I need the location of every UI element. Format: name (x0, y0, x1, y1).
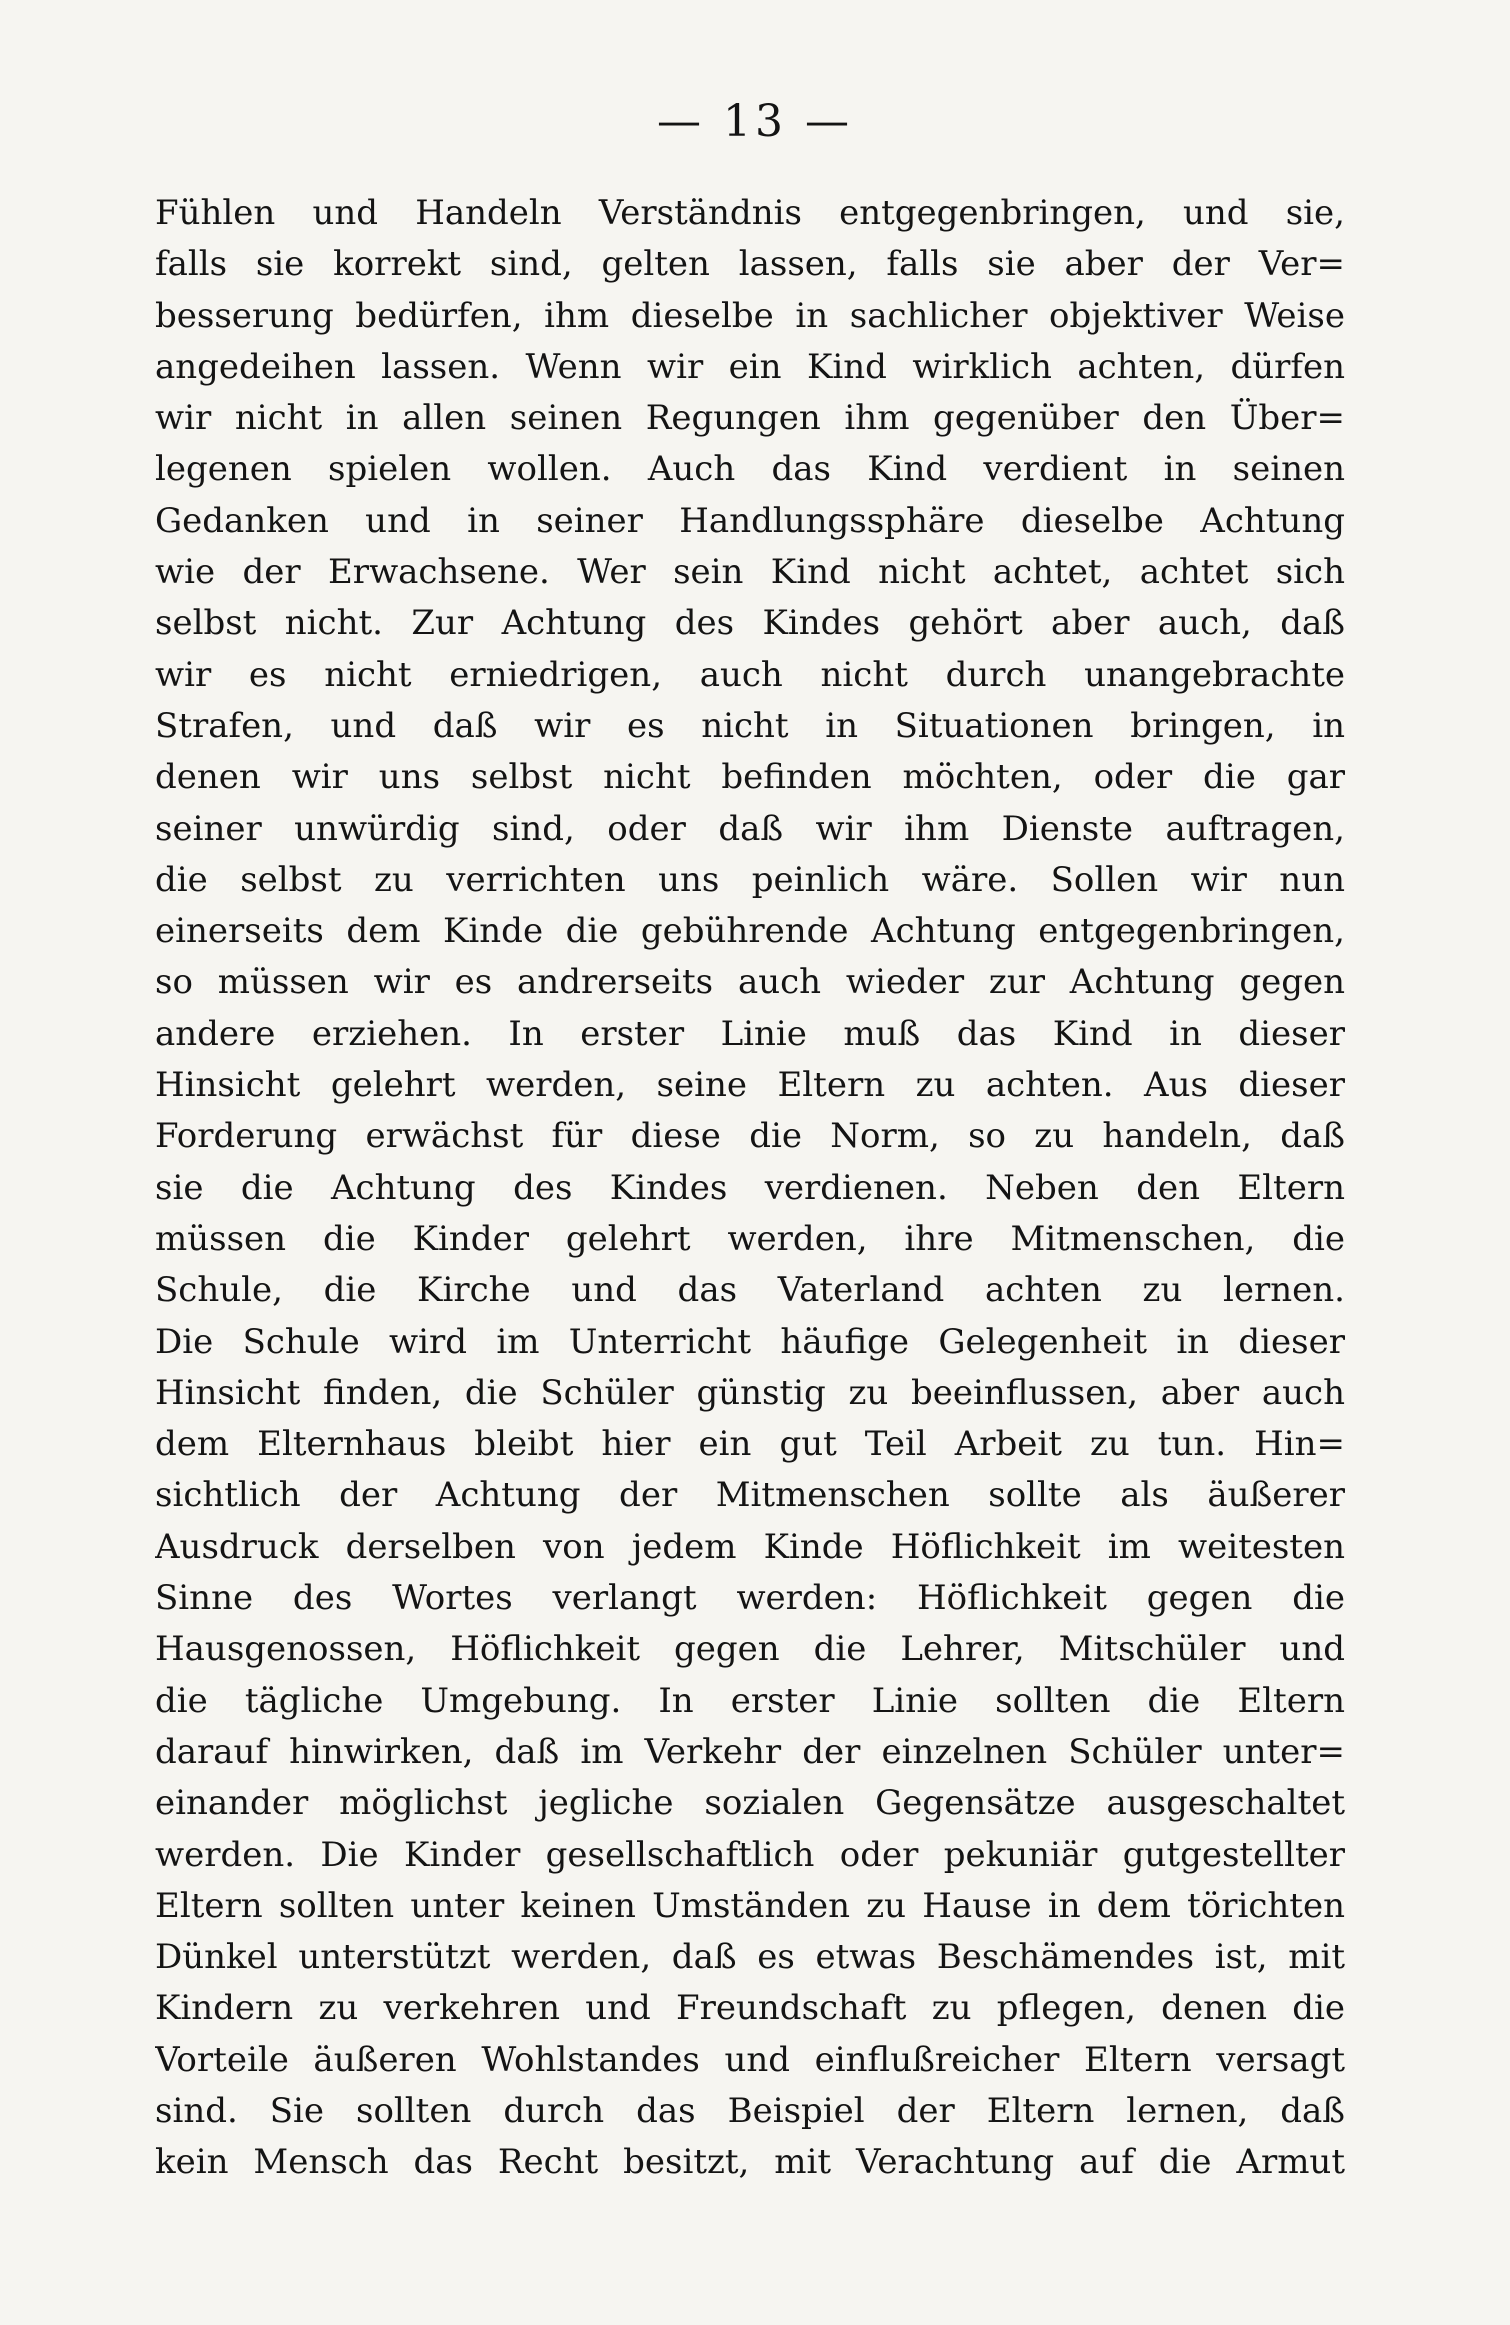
text-line: Sinne des Wortes verlangt werden: Höflichkeit gegen die (155, 1578, 1345, 1619)
text-line: Kindern zu verkehren und Freundschaft zu pflegen, denen die (155, 1988, 1345, 2029)
text-line: Dünkel unterstützt werden, daß es etwas Beschämendes ist, mit (155, 1937, 1345, 1978)
text-line: seiner unwürdig sind, oder daß wir ihm Dienste auftragen, (155, 808, 1345, 849)
text-line: einander möglichst jegliche sozialen Gegensätze ausgeschaltet (155, 1783, 1345, 1824)
text-line: denen wir uns selbst nicht befinden möchten, oder die gar (155, 757, 1345, 798)
text-line: dem Elternhaus bleibt hier ein gut Teil Arbeit zu tun. Hin= (155, 1424, 1345, 1465)
body-text (155, 188, 1345, 2189)
text-line: selbst nicht. Zur Achtung des Kindes gehört aber auch, daß (155, 603, 1345, 644)
text-line: kein Mensch das Recht besitzt, mit Verachtung auf die Armut (155, 2142, 1345, 2183)
text-line: einerseits dem Kinde die gebührende Achtung entgegenbringen, (155, 911, 1345, 952)
text-line: wir es nicht erniedrigen, auch nicht durch unangebrachte (155, 654, 1345, 695)
text-line: sie die Achtung des Kindes verdienen. Neben den Eltern (155, 1167, 1345, 1208)
page-number: — 13 — (657, 96, 853, 147)
text-line: Fühlen und Handeln Verständnis entgegenbringen, und sie, (155, 193, 1345, 233)
text-line: sichtlich der Achtung der Mitmenschen sollte als äußerer (155, 1475, 1345, 1516)
text-line: werden. Die Kinder gesellschaftlich oder pekuniär gutgestellter (155, 1834, 1345, 1875)
text-line: Forderung erwächst für diese die Norm, so zu handeln, daß (155, 1116, 1345, 1157)
text-line: Die Schule wird im Unterricht häufige Gelegenheit in dieser (155, 1321, 1345, 1362)
text-line: falls sie korrekt sind, gelten lassen, falls sie aber der Ver= (155, 244, 1345, 285)
text-line: wir nicht in allen seinen Regungen ihm gegenüber den Über= (155, 398, 1345, 439)
text-line: andere erziehen. In erster Linie muß das Kind in dieser (155, 1013, 1345, 1054)
text-line: sind. Sie sollten durch das Beispiel der Eltern lernen, daß (155, 2090, 1345, 2131)
text-line: müssen die Kinder gelehrt werden, ihre Mitmenschen, die (155, 1218, 1345, 1259)
text-line: Vorteile äußeren Wohlstandes und einflußreicher Eltern versagt (155, 2039, 1345, 2080)
text-line: Eltern sollten unter keinen Umständen zu Hause in dem törichten (155, 1885, 1345, 1926)
text-line: wie der Erwachsene. Wer sein Kind nicht achtet, achtet sich (155, 552, 1345, 593)
text-line: angedeihen lassen. Wenn wir ein Kind wirklich achten, dürfen (155, 346, 1345, 387)
text-line: darauf hinwirken, daß im Verkehr der einzelnen Schüler unter= (155, 1731, 1345, 1772)
text-line: Ausdruck derselben von jedem Kinde Höflichkeit im weitesten (155, 1526, 1345, 1567)
text-line: Hausgenossen, Höflichkeit gegen die Lehrer, Mitschüler und (155, 1629, 1345, 1670)
text-line: besserung bedürfen, ihm dieselbe in sachlicher objektiver Weise (155, 295, 1345, 336)
text-line: Strafen, und daß wir es nicht in Situationen bringen, in (155, 705, 1345, 746)
text-line: Schule, die Kirche und das Vaterland achten zu lernen. (155, 1270, 1345, 1311)
text-line: die selbst zu verrichten uns peinlich wäre. Sollen wir nun (155, 859, 1345, 900)
text-line: Hinsicht finden, die Schüler günstig zu beeinflussen, aber auch (155, 1372, 1345, 1413)
text-line: so müssen wir es andrerseits auch wieder zur Achtung gegen (155, 962, 1345, 1003)
text-line: die tägliche Umgebung. In erster Linie sollten die Eltern (155, 1680, 1345, 1721)
text-line: Hinsicht gelehrt werden, seine Eltern zu achten. Aus dieser (155, 1065, 1345, 1106)
text-line: Gedanken und in seiner Handlungssphäre dieselbe Achtung (155, 500, 1345, 541)
text-line: legenen spielen wollen. Auch das Kind verdient in seinen (155, 449, 1345, 490)
